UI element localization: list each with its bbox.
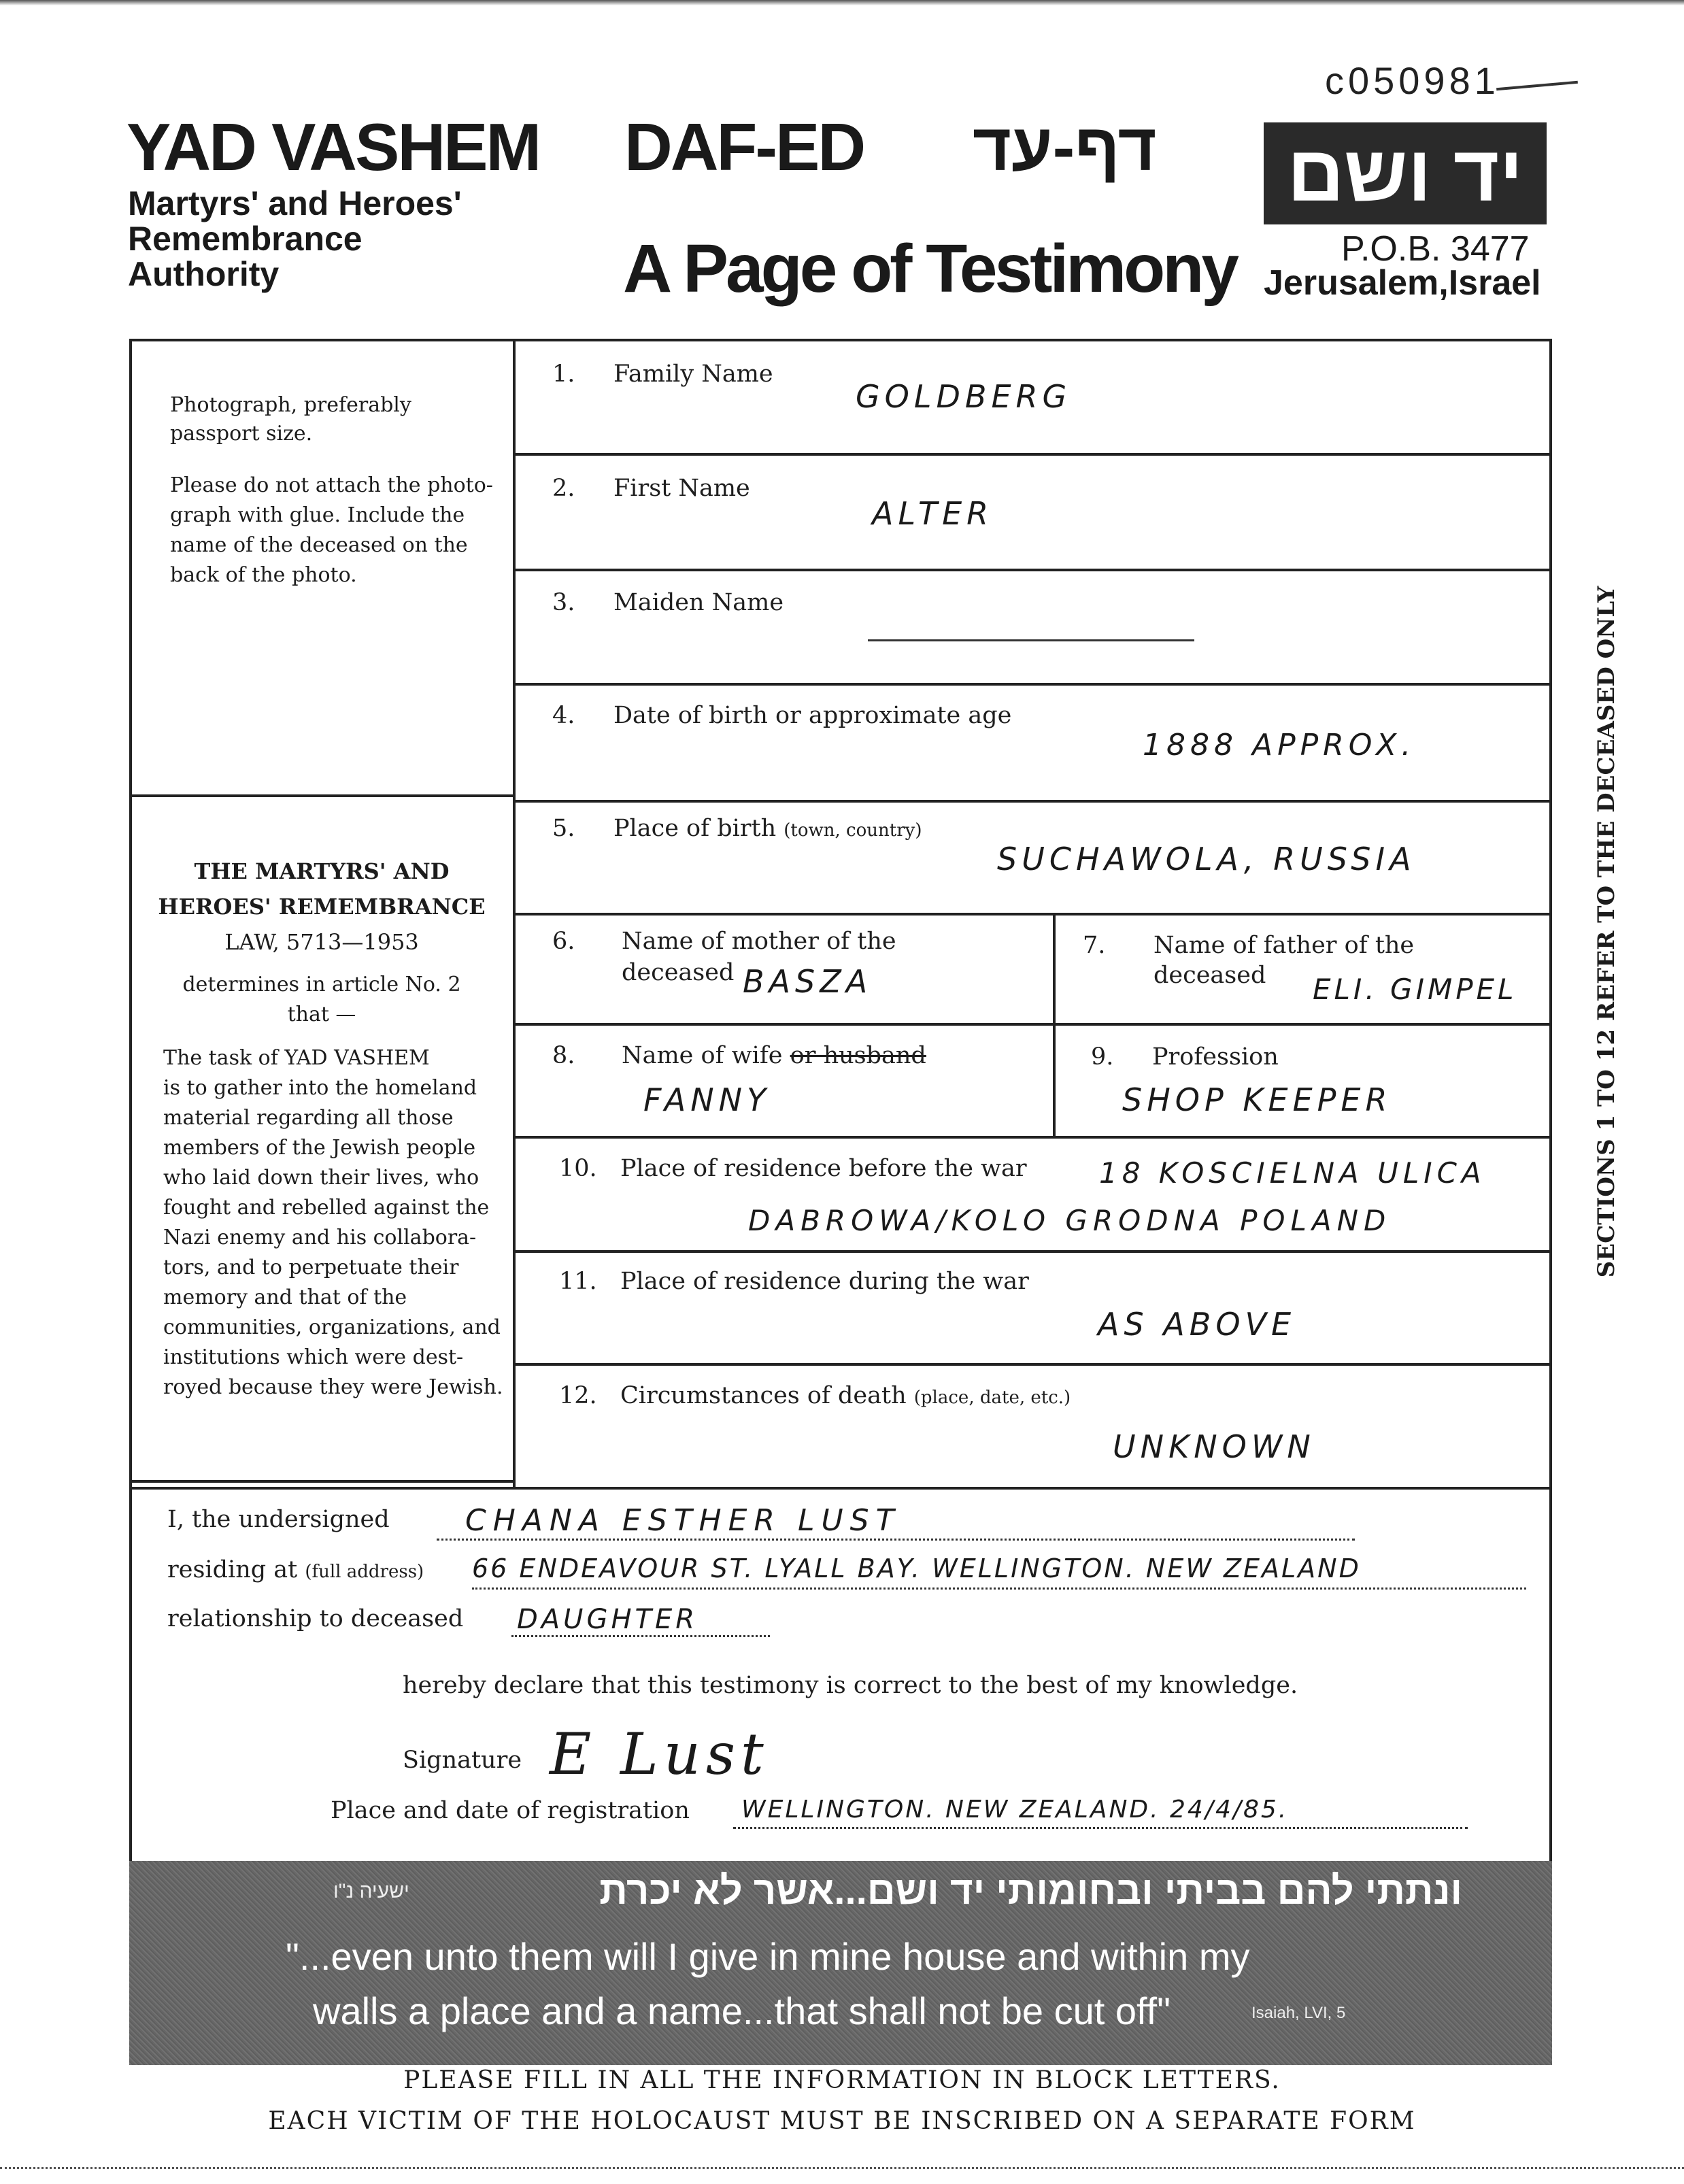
field-5-hint: (town, country) [784, 820, 922, 841]
law-text-11: institutions which were dest- [163, 1345, 464, 1369]
serial-underline [1496, 81, 1578, 90]
banner-hebrew: ונתתי להם בביתי ובחומותי יד ושם...אשר לא יכרת [599, 1868, 1462, 1913]
row-sep-9 [513, 1363, 1552, 1366]
birth-place-value: SUCHAWOLA, RUSSIA [997, 841, 1416, 877]
left-column-bottom [129, 1480, 514, 1483]
org-name: YAD VASHEM [127, 110, 540, 184]
row-sep-6 [513, 1023, 1552, 1026]
field-1-label: Family Name [613, 360, 773, 388]
logo-hebrew-text: יד ושם [1287, 129, 1523, 218]
residence-before-war-line-1: 18 KOSCIELNA ULICA [1099, 1156, 1486, 1190]
field-7-number: 7. [1083, 932, 1106, 959]
field-12-hint: (place, date, etc.) [913, 1388, 1071, 1408]
field-3-label: Maiden Name [613, 589, 784, 616]
row-sep-4 [513, 800, 1552, 803]
field-10-number: 10. [559, 1155, 597, 1182]
row-sep-3 [513, 683, 1552, 686]
law-text-1: The task of YAD VASHEM [163, 1046, 430, 1070]
footer-line-1: PLEASE FILL IN ALL THE INFORMATION IN BLOCK LETTERS. [403, 2066, 1281, 2094]
law-text-8: tors, and to perpetuate their [163, 1256, 459, 1279]
scan-top-edge [0, 0, 1684, 5]
org-sub-3: Authority [128, 255, 280, 293]
maiden-name-blank-line [868, 639, 1194, 641]
banner-english-1: "...even unto them will I give in mine house and within my [286, 1935, 1250, 1978]
field-8-number: 8. [552, 1042, 575, 1069]
field-8-label [622, 1042, 926, 1069]
field-2-number: 2. [552, 475, 575, 502]
residing-hint: (full address) [305, 1562, 424, 1582]
undersigned-value: CHANA ESTHER LUST [465, 1503, 901, 1538]
field-12-number: 12. [559, 1382, 597, 1409]
form-title: A Page of Testimony [623, 231, 1236, 307]
declaration-top [129, 1487, 1552, 1490]
field-11-label: Place of residence during the war [620, 1268, 1029, 1295]
hebrew-daf-ed: דף-עד [973, 110, 1157, 184]
undersigned-dotline [437, 1539, 1355, 1541]
photo-instr-4: back of the photo. [170, 563, 357, 587]
photo-instr-3: name of the deceased on the [170, 533, 468, 557]
first-name-value: ALTER [872, 495, 994, 532]
photo-instr-2: graph with glue. Include the [170, 503, 465, 527]
side-note: SECTIONS 1 TO 12 REFER TO THE DECEASED ONLY [1593, 586, 1620, 1278]
row-sep-5 [513, 913, 1552, 915]
mid-divider-8-9 [1053, 1023, 1056, 1136]
field-10-label: Place of residence before the war [620, 1155, 1027, 1182]
residing-value: 66 ENDEAVOUR ST. LYALL BAY. WELLINGTON. NEW ZEALAND [472, 1553, 1361, 1583]
field-5-label [613, 815, 922, 842]
residence-during-war-value: AS ABOVE [1098, 1306, 1296, 1343]
relationship-value: DAUGHTER [517, 1604, 698, 1635]
residing-dotline [472, 1587, 1526, 1590]
field-1-number: 1. [552, 360, 575, 388]
law-text-10: communities, organizations, and [163, 1315, 501, 1339]
wife-name-value: FANNY [643, 1081, 771, 1118]
photo-label-1: Photograph, preferably [170, 393, 411, 417]
field-8-struck-text: or husband [790, 1042, 926, 1069]
law-text-2: is to gather into the homeland [163, 1076, 477, 1100]
form-left-border [129, 339, 132, 1862]
family-name-value: GOLDBERG [856, 378, 1072, 415]
banner-ref: Isaiah, LVI, 5 [1251, 2004, 1346, 2022]
field-12-label-text: Circumstances of death [620, 1382, 907, 1409]
pob: P.O.B. 3477 [1341, 229, 1530, 269]
photo-box-bottom [129, 794, 514, 797]
yad-vashem-logo [1264, 122, 1547, 224]
field-3-number: 3. [552, 589, 575, 616]
father-name-value: ELI. GIMPEL [1313, 973, 1517, 1006]
registration-dotline [733, 1827, 1468, 1829]
banner-hebrew-ref: ישעיה נ"ו [333, 1880, 409, 1902]
field-12-label [620, 1382, 1071, 1409]
law-determines-2: that — [287, 1003, 356, 1026]
law-text-9: memory and that of the [163, 1286, 407, 1309]
law-text-7: Nazi enemy and his collabora- [163, 1226, 477, 1249]
residence-before-war-line-2: DABROWA/KOLO GRODNA POLAND [748, 1204, 1392, 1237]
city: Jerusalem,Israel [1264, 263, 1541, 303]
law-heading-3: LAW, 5713—1953 [224, 929, 419, 955]
field-7-label-2: deceased [1153, 962, 1266, 989]
field-6-label-2: deceased [622, 959, 735, 986]
relationship-dotline [511, 1635, 770, 1637]
scan-bottom-edge [0, 2167, 1684, 2173]
banner-english-2: walls a place and a name...that shall not be cut off" [313, 1989, 1171, 2032]
footer-line-2: EACH VICTIM OF THE HOLOCAUST MUST BE INSCRIBED ON A SEPARATE FORM [268, 2107, 1416, 2135]
declaration-statement: hereby declare that this testimony is correct to the best of my knowledge. [403, 1672, 1298, 1699]
law-determines-1: determines in article No. 2 [182, 973, 461, 996]
registration-label: Place and date of registration [331, 1797, 690, 1824]
org-sub-1: Martyrs' and Heroes' [128, 184, 462, 222]
residing-label-text: residing at [167, 1556, 298, 1583]
row-sep-8 [513, 1250, 1552, 1253]
field-4-label: Date of birth or approximate age [613, 702, 1012, 729]
field-5-number: 5. [552, 815, 575, 842]
serial-number: c050981 [1325, 59, 1500, 102]
law-text-12: royed because they were Jewish. [163, 1375, 503, 1399]
law-text-4: members of the Jewish people [163, 1136, 476, 1160]
daf-ed-title: DAF-ED [624, 110, 864, 184]
form-top-border [129, 339, 1552, 341]
signature-value: E Lust [550, 1721, 769, 1787]
registration-value: WELLINGTON. NEW ZEALAND. 24/4/85. [741, 1796, 1289, 1824]
declaration-right [1549, 1487, 1552, 1861]
field-4-number: 4. [552, 702, 575, 729]
death-circumstances-value: UNKNOWN [1113, 1428, 1315, 1465]
law-text-5: who laid down their lives, who [163, 1166, 479, 1190]
field-7-label-1: Name of father of the [1153, 932, 1415, 959]
photo-label-2: passport size. [170, 422, 313, 446]
field-9-number: 9. [1091, 1043, 1114, 1071]
mid-divider-6-7 [1053, 913, 1056, 1024]
row-sep-7 [513, 1136, 1552, 1139]
law-text-3: material regarding all those [163, 1106, 454, 1130]
law-heading-2: HEROES' REMEMBRANCE [158, 894, 486, 920]
scripture-banner [129, 1861, 1552, 2065]
org-sub-2: Remembrance [128, 220, 363, 258]
undersigned-label: I, the undersigned [167, 1506, 390, 1533]
photo-instr-1: Please do not attach the photo- [170, 473, 493, 497]
signature-label: Signature [403, 1747, 522, 1774]
mother-name-value: BASZA [743, 963, 873, 1000]
field-9-label: Profession [1152, 1043, 1279, 1071]
field-5-label-text: Place of birth [613, 815, 777, 842]
row-sep-2 [513, 569, 1552, 571]
field-2-label: First Name [613, 475, 750, 502]
field-6-label-1: Name of mother of the [622, 928, 896, 955]
row-sep-1 [513, 453, 1552, 456]
field-8-label-text: Name of wife [622, 1042, 783, 1069]
field-6-number: 6. [552, 928, 575, 955]
residing-label [167, 1556, 424, 1583]
profession-value: SHOP KEEPER [1122, 1081, 1392, 1118]
law-text-6: fought and rebelled against the [163, 1196, 490, 1220]
law-heading-1: THE MARTYRS' AND [194, 858, 450, 884]
birth-date-value: 1888 APPROX. [1143, 728, 1416, 762]
relationship-label: relationship to deceased [167, 1605, 464, 1632]
field-11-number: 11. [559, 1268, 597, 1295]
